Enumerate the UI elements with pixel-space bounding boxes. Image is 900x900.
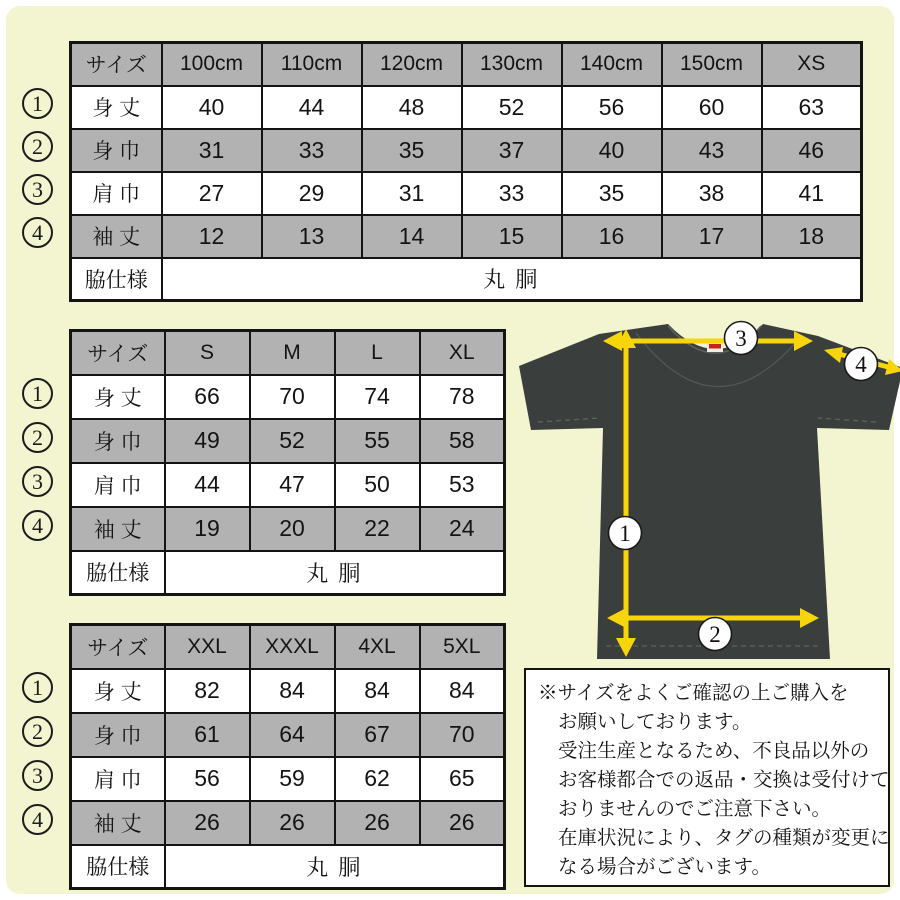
notice-line: お願いしております。 <box>558 711 752 733</box>
size-value-cell: 52 <box>250 419 335 463</box>
size-value-cell: 58 <box>420 419 505 463</box>
size-value-cell: 84 <box>420 669 505 713</box>
size-value-cell: 70 <box>420 713 505 757</box>
size-value-cell: 26 <box>335 801 420 845</box>
size-column-header: 120cm <box>362 43 462 86</box>
size-value-cell: 26 <box>420 801 505 845</box>
diagram-marker-2 <box>699 618 732 651</box>
size-column-header: 100cm <box>162 43 262 86</box>
size-value-cell: 17 <box>662 215 762 258</box>
tshirt-silhouette <box>519 324 900 659</box>
size-value-cell: 61 <box>165 713 250 757</box>
size-value-cell: 33 <box>262 129 362 172</box>
purchase-notice-box <box>524 668 890 887</box>
size-column-header: S <box>165 331 250 375</box>
tshirt-diagram-svg <box>511 316 900 661</box>
row-marker-3: 3 <box>22 760 53 791</box>
footer-value: 丸 胴 <box>162 258 862 301</box>
size-value-cell: 31 <box>162 129 262 172</box>
row-marker-1: 1 <box>22 672 53 703</box>
table-row <box>71 129 862 172</box>
row-marker-4: 4 <box>22 804 53 835</box>
size-value-cell: 50 <box>335 463 420 507</box>
row-label: 身 巾 <box>71 419 165 463</box>
row-marker-1: 1 <box>22 378 53 409</box>
size-table-kids <box>32 41 863 302</box>
size-value-cell: 44 <box>262 86 362 129</box>
notice-line: 受注生産となるため、不良品以外の <box>558 740 870 762</box>
table-row <box>71 757 505 801</box>
size-value-cell: 35 <box>362 129 462 172</box>
diagram-marker-1-label: 1 <box>619 521 631 547</box>
row-marker-2: 2 <box>22 716 53 747</box>
size-column-header: XL <box>420 331 505 375</box>
size-value-cell: 70 <box>250 375 335 419</box>
row-label: 袖 丈 <box>71 215 162 258</box>
size-value-cell: 44 <box>165 463 250 507</box>
diagram-marker-2-label: 2 <box>709 622 721 648</box>
size-value-cell: 64 <box>250 713 335 757</box>
size-value-cell: 12 <box>162 215 262 258</box>
size-value-cell: 16 <box>562 215 662 258</box>
neck-tag-logo <box>709 344 721 349</box>
size-value-cell: 55 <box>335 419 420 463</box>
row-marker-4: 4 <box>22 510 53 541</box>
size-value-cell: 48 <box>362 86 462 129</box>
row-label: 肩 巾 <box>71 463 165 507</box>
size-value-cell: 31 <box>362 172 462 215</box>
size-column-header: 150cm <box>662 43 762 86</box>
size-value-cell: 84 <box>250 669 335 713</box>
table-row <box>71 669 505 713</box>
row-label: 肩 巾 <box>71 172 162 215</box>
size-header-corner: サイズ <box>71 331 165 375</box>
size-value-cell: 37 <box>462 129 562 172</box>
size-table <box>69 41 863 302</box>
size-table-big <box>32 623 506 890</box>
diagram-marker-4-label: 4 <box>855 352 867 378</box>
size-value-cell: 49 <box>165 419 250 463</box>
size-column-header: 5XL <box>420 625 505 669</box>
size-value-cell: 65 <box>420 757 505 801</box>
size-header-corner: サイズ <box>71 625 165 669</box>
table-row <box>71 419 505 463</box>
tshirt-measurement-diagram <box>511 316 900 661</box>
row-label: 袖 丈 <box>71 507 165 551</box>
size-value-cell: 62 <box>335 757 420 801</box>
size-value-cell: 84 <box>335 669 420 713</box>
size-value-cell: 82 <box>165 669 250 713</box>
size-value-cell: 20 <box>250 507 335 551</box>
size-column-header: XXXL <box>250 625 335 669</box>
row-label: 身 巾 <box>71 713 165 757</box>
size-value-cell: 53 <box>420 463 505 507</box>
notice-line: 在庫状況により、タグの種類が変更に <box>558 827 890 849</box>
table-row <box>71 507 505 551</box>
footer-label: 脇仕様 <box>71 551 165 595</box>
size-value-cell: 47 <box>250 463 335 507</box>
row-marker-1: 1 <box>22 88 53 119</box>
diagram-marker-3-label: 3 <box>735 326 747 352</box>
size-table <box>69 329 506 596</box>
table-row <box>71 86 862 129</box>
size-value-cell: 14 <box>362 215 462 258</box>
size-value-cell: 43 <box>662 129 762 172</box>
row-label: 身 丈 <box>71 375 165 419</box>
row-label: 肩 巾 <box>71 757 165 801</box>
size-value-cell: 41 <box>762 172 862 215</box>
size-value-cell: 33 <box>462 172 562 215</box>
footer-label: 脇仕様 <box>71 258 162 301</box>
size-value-cell: 66 <box>165 375 250 419</box>
table-footer-row <box>71 551 505 595</box>
row-label: 身 丈 <box>71 86 162 129</box>
size-column-header: 4XL <box>335 625 420 669</box>
size-column-header: 130cm <box>462 43 562 86</box>
size-value-cell: 38 <box>662 172 762 215</box>
row-marker-2: 2 <box>22 131 53 162</box>
size-value-cell: 15 <box>462 215 562 258</box>
row-label: 身 丈 <box>71 669 165 713</box>
size-value-cell: 26 <box>165 801 250 845</box>
row-marker-4: 4 <box>22 217 53 248</box>
size-value-cell: 40 <box>162 86 262 129</box>
diagram-marker-3 <box>725 322 758 355</box>
size-header-corner: サイズ <box>71 43 162 86</box>
footer-label: 脇仕様 <box>71 845 165 889</box>
table-footer-row <box>71 258 862 301</box>
row-marker-2: 2 <box>22 422 53 453</box>
table-row <box>71 463 505 507</box>
size-table <box>69 623 506 890</box>
size-value-cell: 22 <box>335 507 420 551</box>
size-column-header: L <box>335 331 420 375</box>
size-column-header: XXL <box>165 625 250 669</box>
size-value-cell: 13 <box>262 215 362 258</box>
row-label: 身 巾 <box>71 129 162 172</box>
notice-line: ※サイズをよくご確認の上ご購入を <box>538 682 849 704</box>
size-value-cell: 63 <box>762 86 862 129</box>
size-value-cell: 56 <box>562 86 662 129</box>
size-value-cell: 35 <box>562 172 662 215</box>
table-row <box>71 215 862 258</box>
table-row <box>71 713 505 757</box>
size-value-cell: 46 <box>762 129 862 172</box>
size-value-cell: 60 <box>662 86 762 129</box>
table-row <box>71 801 505 845</box>
diagram-marker-1 <box>609 517 642 550</box>
size-value-cell: 26 <box>250 801 335 845</box>
size-column-header: 140cm <box>562 43 662 86</box>
notice-line: なる場合がございます。 <box>558 856 771 878</box>
size-column-header: 110cm <box>262 43 362 86</box>
size-value-cell: 56 <box>165 757 250 801</box>
size-value-cell: 18 <box>762 215 862 258</box>
footer-value: 丸 胴 <box>165 551 505 595</box>
size-value-cell: 59 <box>250 757 335 801</box>
row-label: 袖 丈 <box>71 801 165 845</box>
size-value-cell: 67 <box>335 713 420 757</box>
notice-line: お客様都合での返品・交換は受付けて <box>558 769 890 791</box>
row-marker-3: 3 <box>22 174 53 205</box>
size-value-cell: 19 <box>165 507 250 551</box>
size-column-header: M <box>250 331 335 375</box>
table-row <box>71 172 862 215</box>
size-column-header: XS <box>762 43 862 86</box>
size-value-cell: 52 <box>462 86 562 129</box>
table-row <box>71 375 505 419</box>
size-value-cell: 29 <box>262 172 362 215</box>
table-footer-row <box>71 845 505 889</box>
size-value-cell: 74 <box>335 375 420 419</box>
panel-background <box>6 6 894 894</box>
row-marker-3: 3 <box>22 466 53 497</box>
size-value-cell: 78 <box>420 375 505 419</box>
size-value-cell: 40 <box>562 129 662 172</box>
footer-value: 丸 胴 <box>165 845 505 889</box>
size-value-cell: 27 <box>162 172 262 215</box>
size-value-cell: 24 <box>420 507 505 551</box>
notice-line: おりませんのでご注意下さい。 <box>558 798 832 820</box>
size-table-adult <box>32 329 506 596</box>
diagram-marker-4 <box>845 348 878 381</box>
